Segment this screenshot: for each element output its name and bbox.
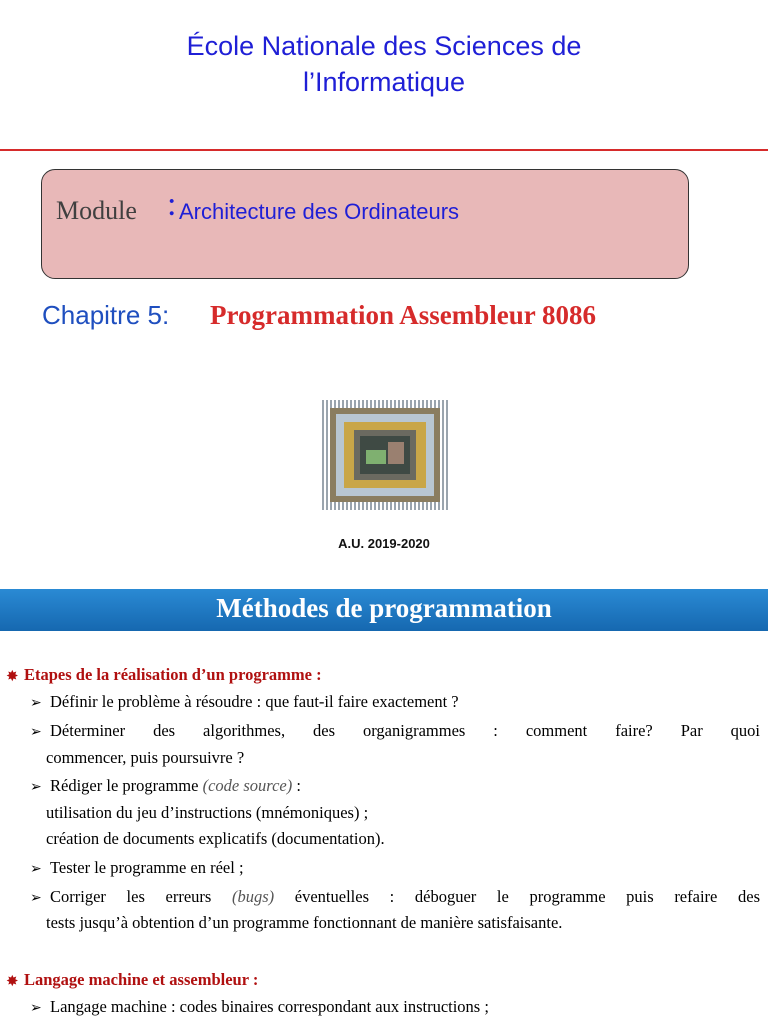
red-star-bullet-icon: ✸: [6, 974, 19, 990]
arrow-bullet-icon: ➢: [30, 1001, 42, 1016]
arrow-bullet-icon: ➢: [30, 891, 42, 906]
processor-chip-icon: [322, 400, 448, 510]
list-item: ➢ Déterminer des algorithmes, des organigrammes : comment faire? Par quoi: [30, 721, 760, 740]
list-item: ➢ Corriger les erreurs (bugs) éventuelles : déboguer le programme puis refaire des: [30, 887, 760, 906]
list-item: ➢ Définir le problème à résoudre : que faut-il faire exactement ?: [30, 692, 459, 711]
divider-line: [0, 149, 768, 151]
list-item: ➢ Tester le programme en réel ;: [30, 858, 244, 877]
academic-year: A.U. 2019-2020: [338, 536, 430, 551]
module-box: [41, 169, 689, 279]
list-subitem: création de documents explicatifs (documentation).: [46, 829, 385, 848]
list-item-continuation: tests jusqu’à obtention d’un programme fonctionnant de manière satisfaisante.: [46, 913, 563, 932]
red-star-bullet-icon: ✸: [6, 669, 19, 685]
arrow-bullet-icon: ➢: [30, 725, 42, 740]
chapter-title: Programmation Assembleur 8086: [210, 300, 596, 330]
banner-title: Méthodes de programmation: [216, 593, 552, 623]
school-name-line1: École Nationale des Sciences de: [186, 31, 582, 61]
list-item: ➢ Langage machine : codes binaires correspondant aux instructions ;: [30, 997, 489, 1016]
list-item: ➢ Rédiger le programme (code source) :: [30, 776, 301, 795]
school-name: [0, 28, 768, 100]
chapter-label: Chapitre 5:: [42, 300, 170, 330]
section-heading-langage: Langage machine et assembleur :: [24, 970, 259, 989]
section-heading-etapes: Etapes de la réalisation d’un programme :: [24, 665, 322, 684]
module-title: Architecture des Ordinateurs: [179, 199, 460, 224]
module-colon: :: [167, 186, 177, 223]
list-subitem: utilisation du jeu d’instructions (mnémoniques) ;: [46, 803, 369, 822]
section-banner: [0, 589, 768, 631]
arrow-bullet-icon: ➢: [30, 780, 42, 795]
module-label: Module: [56, 196, 137, 225]
school-name-line2: l’Informatique: [302, 67, 466, 97]
list-item-continuation: commencer, puis poursuivre ?: [46, 748, 245, 767]
arrow-bullet-icon: ➢: [30, 696, 42, 711]
arrow-bullet-icon: ➢: [30, 862, 42, 877]
